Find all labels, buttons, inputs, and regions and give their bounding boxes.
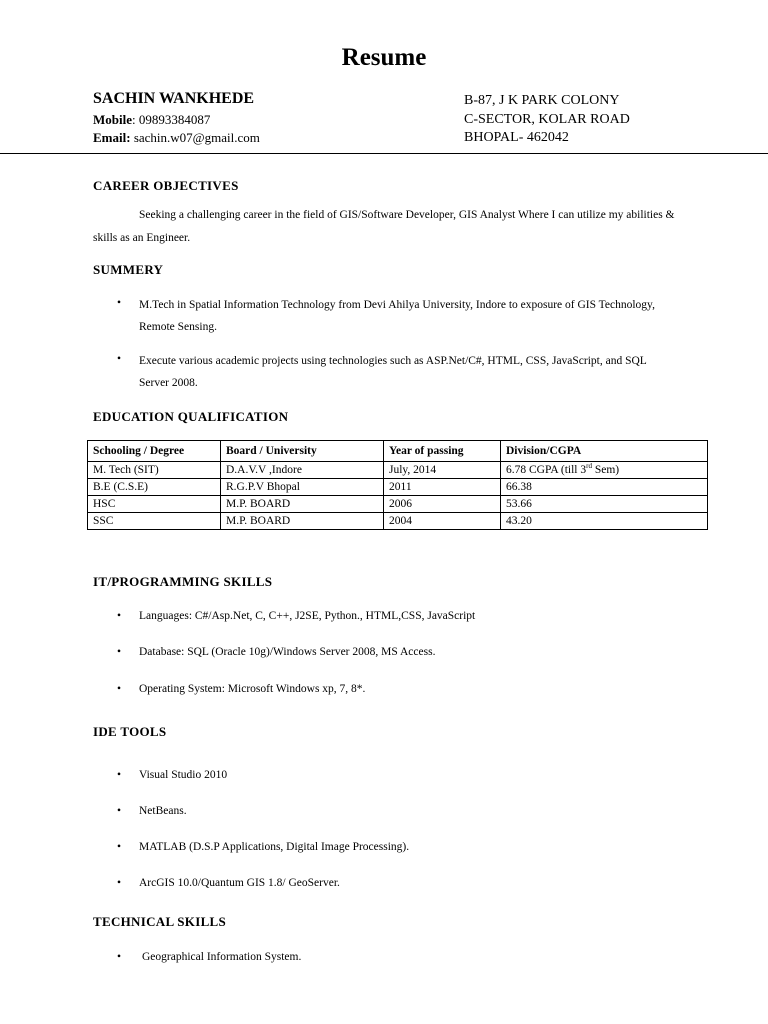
table-cell: 43.20 [501, 513, 708, 530]
technical-skill-item: Geographical Information System. [142, 951, 302, 963]
table-cell [501, 462, 708, 479]
bullet-icon: • [117, 297, 122, 309]
mobile-line [93, 112, 210, 128]
table-cell: 66.38 [501, 479, 708, 496]
it-skills-heading: IT/PROGRAMMING SKILLS [93, 574, 273, 589]
ide-tool-item: ArcGIS 10.0/Quantum GIS 1.8/ GeoServer. [139, 877, 340, 889]
address-line-1: B-87, J K PARK COLONY [464, 93, 620, 108]
ide-tool-item: NetBeans. [139, 805, 187, 817]
table-row [88, 513, 708, 530]
table-cell: M.P. BOARD [221, 513, 384, 530]
table-cell: R.G.P.V Bhopal [221, 479, 384, 496]
table-cell: B.E (C.S.E) [88, 479, 221, 496]
bullet-icon: • [117, 683, 122, 695]
table-cell: 53.66 [501, 496, 708, 513]
it-skill-item: Database: SQL (Oracle 10g)/Windows Server 2008, MS Access. [139, 646, 436, 658]
cgpa-text-end: Sem) [591, 463, 620, 476]
table-row [88, 479, 708, 496]
ide-tools-heading: IDE TOOLS [93, 724, 167, 739]
email-label: Email: [93, 130, 131, 145]
table-cell: M.P. BOARD [221, 496, 384, 513]
ide-tool-item: Visual Studio 2010 [139, 769, 228, 781]
education-heading: EDUCATION QUALIFICATION [93, 409, 289, 424]
mobile-value: : 09893384087 [132, 112, 211, 127]
career-objectives-heading: CAREER OBJECTIVES [93, 178, 239, 193]
bullet-icon: • [117, 877, 122, 889]
table-cell: HSC [88, 496, 221, 513]
table-cell: 2011 [384, 479, 501, 496]
address-line-2: C-SECTOR, KOLAR ROAD [464, 112, 630, 127]
summary-item: M.Tech in Spatial Information Technology from Devi Ahilya University, Indore to exposure of GIS Technology, Remote Sensing. [139, 299, 655, 333]
bullet-icon: • [117, 610, 122, 622]
bullet-icon: • [117, 951, 122, 963]
table-cell: 2004 [384, 513, 501, 530]
table-row [88, 496, 708, 513]
bullet-icon: • [117, 805, 122, 817]
bullet-icon: • [117, 646, 122, 658]
email-value: sachin.w07@gmail.com [130, 130, 260, 145]
it-skill-item: Operating System: Microsoft Windows xp, 7, 8*. [139, 683, 366, 695]
cgpa-text: 6.78 CGPA (till 3 [506, 463, 587, 476]
career-objectives-text: Seeking a challenging career in the field of GIS/Software Developer, GIS Analyst Where I can utilize my abilities & skills as an Engineer. [93, 209, 675, 244]
bullet-icon: • [117, 769, 122, 781]
table-cell: SSC [88, 513, 221, 530]
bullet-icon: • [117, 841, 122, 853]
bullet-icon: • [117, 353, 122, 365]
technical-skills-heading: TECHNICAL SKILLS [93, 914, 227, 929]
table-cell: 2006 [384, 496, 501, 513]
column-header: Year of passing [384, 441, 501, 462]
table-cell: D.A.V.V ,Indore [221, 462, 384, 479]
document-title: Resume [341, 44, 427, 71]
table-header-row [88, 441, 708, 462]
column-header: Division/CGPA [501, 441, 708, 462]
column-header: Schooling / Degree [88, 441, 221, 462]
table-row [88, 462, 708, 479]
table-cell: M. Tech (SIT) [88, 462, 221, 479]
ide-tool-item: MATLAB (D.S.P Applications, Digital Image Processing). [139, 841, 410, 853]
table-cell: July, 2014 [384, 462, 501, 479]
column-header: Board / University [221, 441, 384, 462]
summary-heading: SUMMERY [93, 262, 164, 277]
address-line-3: BHOPAL- 462042 [464, 130, 569, 145]
education-table [87, 440, 708, 530]
it-skill-item: Languages: C#/Asp.Net, C, C++, J2SE, Python., HTML,CSS, JavaScript [139, 610, 476, 622]
summary-item: Execute various academic projects using technologies such as ASP.Net/C#, HTML, CSS, JavaScript, and SQL Server 2008. [139, 355, 647, 389]
ordinal-suffix: rd [586, 461, 592, 470]
mobile-label: Mobile [93, 112, 132, 127]
header-divider [0, 153, 768, 154]
email-line [93, 130, 260, 146]
candidate-name: SACHIN WANKHEDE [93, 90, 255, 107]
